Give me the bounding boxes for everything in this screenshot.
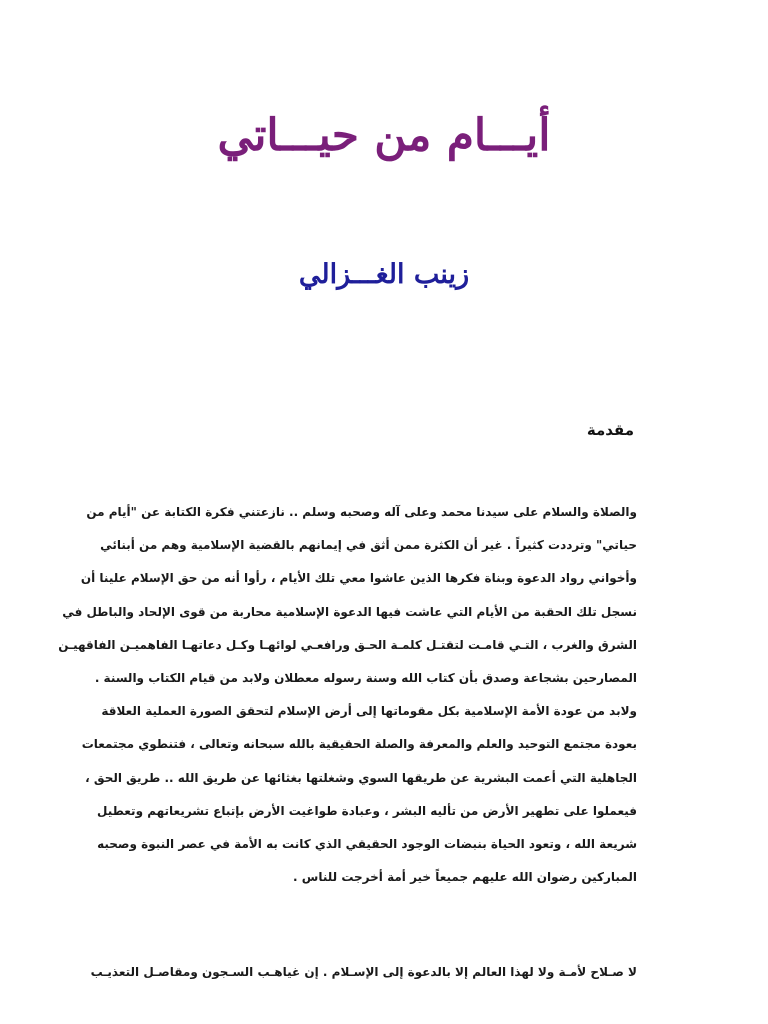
paragraph-line: فيعملوا على تطهير الأرض من تأليه البشر ، وعبادة طواغيت الأرض بإتباع تشريعاتهم وتعطيل bbox=[96, 803, 637, 818]
paragraph-line: وأخواني رواد الدعوة وبناة فكرها الذين عاشوا معي تلك الأيام ، رأوا أنه من حق الإسلام علينا أن bbox=[80, 571, 637, 586]
paragraph-line: بعودة مجتمع التوحيد والعلم والمعرفة والصلة الحقيقية بالله سبحانه وتعالى ، فتنطوي مجتمعات bbox=[81, 737, 637, 752]
second-paragraph bbox=[90, 956, 637, 989]
book-title: أيـــام من حيـــاتي bbox=[217, 110, 551, 161]
author-name: زينب الغـــزالي bbox=[298, 259, 470, 290]
paragraph-line: الشرق والغرب ، التـي قامـت لتقتـل كلمـة الحـق ورافعـي لوائهـا وكـل دعاتهـا الفاهميـن الفاقهيـن bbox=[58, 637, 637, 652]
paragraph-line: لا صـلاح لأمـة ولا لهذا العالم إلا بالدعوة إلى الإسـلام . إن غياهـب السـجون ومقاصـل التعذيـب bbox=[90, 965, 637, 979]
paragraph-line: شريعة الله ، وتعود الحياة بنبضات الوجود الحقيقي الذي كانت به الأمة في عصر النبوة وصحبه bbox=[97, 836, 637, 851]
paragraph-line: ولابد من عودة الأمة الإسلامية بكل مقوماتها إلى أرض الإسلام لتحقق الصورة العملية العلاقة bbox=[101, 704, 637, 719]
paragraph-line: حياتي" وترددت كثيراً . غير أن الكثرة ممن أثق في إيمانهم بالقضية الإسلامية وهم من أبنائي bbox=[100, 538, 637, 553]
section-heading: مقدمة bbox=[586, 421, 634, 439]
paragraph-line: المصارحين بشجاعة وصدق بأن كتاب الله وسنة رسوله معطلان ولابد من قيام الكتاب والسنة . bbox=[94, 670, 637, 685]
intro-paragraph bbox=[58, 496, 637, 894]
paragraph-line: المباركين رضوان الله عليهم جميعاً خير أمة أخرجت للناس . bbox=[293, 870, 637, 885]
paragraph-line: نسجل تلك الحقبة من الأيام التي عاشت فيها الدعوة الإسلامية محاربة من قوى الإلحاد والباطل في bbox=[62, 604, 637, 619]
paragraph-line: الجاهلية التي أعمت البشرية عن طريقها السوي وشغلتها بغثائها عن طريق الله .. طريق الحق ، bbox=[85, 770, 637, 785]
paragraph-line: والصلاة والسلام على سيدنا محمد وعلى آله وصحبه وسلم .. نازعتني فكرة الكتابة عن "أيام من bbox=[86, 505, 637, 519]
